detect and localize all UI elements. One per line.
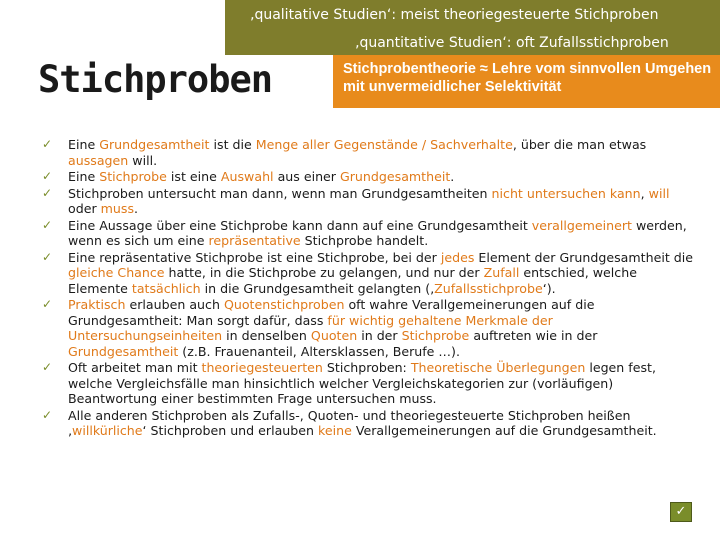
bullet-text: auftreten wie in der xyxy=(469,328,598,343)
highlight-term: Auswahl xyxy=(220,169,274,184)
bullet-item xyxy=(40,408,700,439)
highlight-term: Praktisch xyxy=(68,297,126,312)
check-icon: ✓ xyxy=(41,217,53,232)
bullet-text: in der xyxy=(357,328,402,343)
check-icon: ✓ xyxy=(41,185,53,200)
bullet-item xyxy=(40,360,700,407)
bullet-text: . xyxy=(134,201,139,216)
bullet-text: Oft arbeitet man mit xyxy=(68,360,202,375)
bullet-text: oder xyxy=(68,201,101,216)
bullet-list xyxy=(40,137,700,440)
bullet-text: , xyxy=(640,185,649,201)
highlight-term: willkürliche xyxy=(72,423,143,438)
highlight-term: muss xyxy=(100,201,135,216)
bullet-text: in die Grundgesamtheit gelangten (‚ xyxy=(200,280,435,296)
highlight-term: tatsächlich xyxy=(131,280,201,296)
highlight-term: jedes xyxy=(440,249,475,265)
bullet-item xyxy=(40,250,700,297)
bullet-text: ‘ Stichproben und erlauben xyxy=(142,423,319,438)
check-icon: ✓ xyxy=(41,137,53,151)
highlight-term: nicht untersuchen kann xyxy=(491,185,641,201)
bullet-text: Eine xyxy=(68,137,100,152)
bullet-text: erlauben auch xyxy=(125,297,224,312)
bullet-text: Eine Aussage über eine Stichprobe kann dann auf eine Grundgesamtheit xyxy=(68,217,532,233)
highlight-term: Quotenstichproben xyxy=(223,297,345,312)
checkbox-icon[interactable]: ✓ xyxy=(670,502,692,522)
bullet-text: Verallgemeinerungen auf die Grundgesamtheit. xyxy=(351,423,657,438)
bullet-text: entschied, welche Elemente xyxy=(68,265,637,296)
definition-text: Stichprobentheorie ≈ Lehre vom sinnvollen Umgehen mit unvermeidlicher Selektivität xyxy=(343,61,712,95)
highlight-term: für wichtig gehaltene Merkmale der Untersuchungseinheiten xyxy=(68,312,553,343)
highlight-term: Grundgesamtheit xyxy=(340,169,451,184)
bullet-text: Eine repräsentative Stichprobe ist eine Stichprobe, bei der xyxy=(68,249,441,265)
highlight-term: Stichprobe xyxy=(99,169,167,184)
bullet-text: ‘). xyxy=(542,280,556,296)
highlight-term: verallgemeinert xyxy=(531,217,632,233)
highlight-term: Zufallsstichprobe xyxy=(434,280,543,296)
highlight-term: Grundgesamtheit xyxy=(99,137,210,152)
check-icon: ✓ xyxy=(41,297,53,311)
bullet-text: Eine xyxy=(68,169,100,184)
bullet-text: , über die man etwas xyxy=(512,137,647,152)
highlight-term: Stichprobe xyxy=(401,328,470,343)
bullet-item xyxy=(40,137,700,168)
highlight-term: theoriegesteuerten xyxy=(201,360,323,375)
highlight-term: Theoretische Überlegungen xyxy=(410,360,586,375)
bullet-text: aus einer xyxy=(273,169,340,184)
qualitative-note: ‚qualitative Studien‘: meist theoriegesteuerte Stichproben xyxy=(250,7,659,23)
highlight-term: keine xyxy=(318,423,352,438)
bullet-text: ist die xyxy=(209,137,256,152)
highlight-term: gleiche Chance xyxy=(68,265,165,280)
bullet-item xyxy=(40,297,700,359)
highlight-term: Zufall xyxy=(483,265,520,280)
page-title: Stichproben xyxy=(38,58,273,101)
bullet-text: Element der Grundgesamtheit die xyxy=(474,249,694,265)
highlight-term: Menge aller Gegenstände / Sachverhalte xyxy=(255,137,513,152)
highlight-term: aussagen xyxy=(68,152,129,168)
highlight-term: repräsentative xyxy=(208,233,301,248)
bullet-text: (z.B. Frauenanteil, Altersklassen, Berufe …). xyxy=(178,343,460,359)
check-icon: ✓ xyxy=(41,407,53,422)
bullet-text: werden, wenn es sich um eine xyxy=(68,217,687,248)
bullet-text: will. xyxy=(128,152,158,168)
bullet-text: . xyxy=(450,169,455,184)
bullet-item xyxy=(40,218,700,249)
highlight-term: will xyxy=(648,185,670,201)
quantitative-note: ‚quantitative Studien‘: oft Zufallsstichproben xyxy=(355,35,669,51)
check-icon: ✓ xyxy=(41,169,53,183)
bullet-text: Alle anderen Stichproben als Zufalls-, Quoten- und theoriegesteuerte Stichproben heißen ‚ xyxy=(68,407,631,438)
bullet-text: Stichproben: xyxy=(322,360,411,375)
bullet-text: in denselben xyxy=(222,328,311,343)
bullet-text: hatte, in die Stichprobe zu gelangen, und nur der xyxy=(164,265,484,280)
check-icon: ✓ xyxy=(41,360,53,374)
bullet-text: ist eine xyxy=(166,169,221,184)
bullet-text: Stichproben untersucht man dann, wenn man Grundgesamtheiten xyxy=(68,185,492,201)
bullet-item xyxy=(40,186,700,217)
highlight-term: Grundgesamtheit xyxy=(68,343,179,359)
check-icon: ✓ xyxy=(41,249,53,264)
bullet-text: legen fest, welche Vergleichsfälle man hinsichtlich welcher Vergleichskategorien zur (vorläufigen) Beantwortung einer bestimmten Frage untersuchen muss. xyxy=(68,360,656,406)
highlight-term: Quoten xyxy=(310,328,358,343)
bullet-item xyxy=(40,169,700,185)
bullet-text: oft wahre Verallgemeinerungen auf die Grundgesamtheit: Man sorgt dafür, dass xyxy=(68,297,595,328)
bullet-text: Stichprobe handelt. xyxy=(300,233,429,248)
